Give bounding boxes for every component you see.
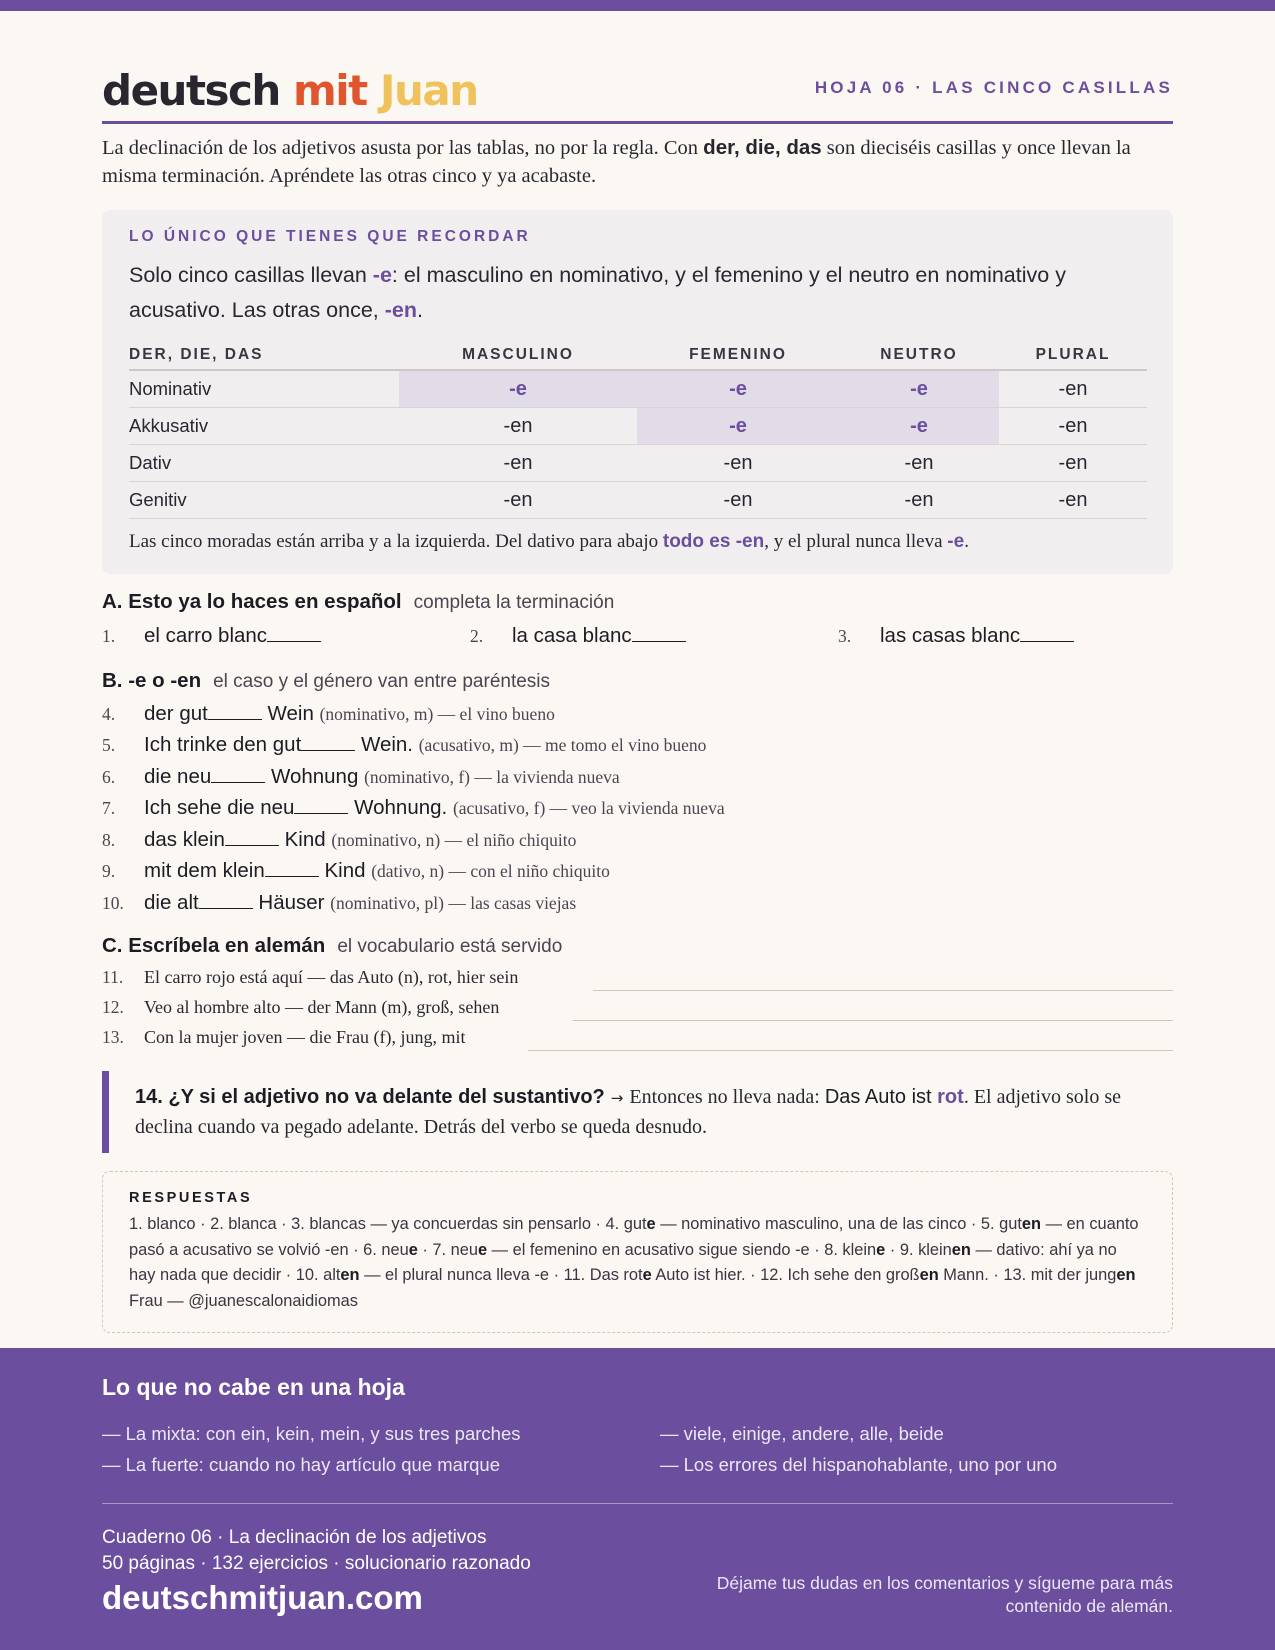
section-a-subtitle: completa la terminación xyxy=(413,592,615,613)
footer-banner xyxy=(0,1348,1275,1650)
header-plural: PLURAL xyxy=(1035,345,1111,363)
exercise-prompt: El carro rojo está aquí — das Auto (n), rot, hier sein xyxy=(144,967,536,987)
ending-cell: -e xyxy=(399,371,637,407)
exercise-number: 1. xyxy=(102,626,116,646)
exercise-item-5 xyxy=(102,733,706,757)
exercise-noun: Häuser xyxy=(258,891,325,914)
exercise-number: 10. xyxy=(102,893,124,913)
answer-text: — en cuanto pasó a acusativo se volvió -en · 6. neu xyxy=(129,1215,1139,1259)
exercise-item-9 xyxy=(102,859,610,883)
answers-title: RESPUESTAS xyxy=(129,1190,253,1206)
ending-cell: -e xyxy=(839,371,999,407)
exercise-noun: Wein. xyxy=(360,733,413,756)
table-row-dativ xyxy=(129,445,1147,482)
brand-logo xyxy=(102,66,478,115)
exercise-noun: Kind xyxy=(284,828,326,851)
footer-topic-item: — Los errores del hispanohablante, uno por uno xyxy=(660,1454,1057,1475)
rule-text-1: Solo cinco casillas llevan xyxy=(129,263,373,287)
card-kicker: LO ÚNICO QUE TIENES QUE RECORDAR xyxy=(129,228,531,245)
exercise-text: das klein xyxy=(144,828,225,851)
callout-example: Das Auto ist xyxy=(824,1086,938,1108)
page-header xyxy=(102,62,1173,124)
exercise-text: el carro blanc xyxy=(144,624,268,647)
logo-word-juan: Juan xyxy=(379,66,478,115)
exercise-item-3 xyxy=(838,624,1074,648)
case-label: Nominativ xyxy=(129,378,212,399)
exercise-number: 11. xyxy=(102,967,124,987)
exercise-noun: Wohnung. xyxy=(354,796,448,819)
rule-ending-en: -en xyxy=(384,298,418,322)
exercise-number: 9. xyxy=(102,861,116,881)
answer-text: Auto ist hier. · 12. Ich sehe den groß xyxy=(651,1266,920,1284)
declension-table xyxy=(129,340,1147,519)
answer-blank[interactable] xyxy=(208,702,262,720)
exercise-text: Ich trinke den gut xyxy=(144,733,302,756)
answer-ending: en xyxy=(1021,1215,1042,1233)
exercise-number: 2. xyxy=(470,626,484,646)
answer-ending: en xyxy=(1116,1266,1136,1284)
table-row-akkusativ xyxy=(129,408,1147,445)
rule-ending-e: -e xyxy=(372,263,392,287)
arrow-right-icon: → xyxy=(610,1089,624,1107)
exercise-item-11 xyxy=(102,967,1173,995)
exercise-text: die alt xyxy=(144,891,199,914)
exercise-item-7 xyxy=(102,796,725,820)
header-femenino: FEMENINO xyxy=(689,345,787,363)
exercise-number: 8. xyxy=(102,830,116,850)
answer-text: Mann. · 13. mit der jung xyxy=(938,1266,1117,1284)
answer-blank[interactable] xyxy=(267,624,321,642)
exercise-text: las casas blanc xyxy=(880,624,1021,647)
exercise-item-8 xyxy=(102,828,576,852)
footer-topic-item: — La mixta: con ein, kein, mein, y sus tres parches xyxy=(102,1423,521,1444)
answer-line[interactable] xyxy=(593,990,1173,991)
exercise-noun: Wein xyxy=(267,702,314,725)
ending-cell: -en xyxy=(1058,451,1088,474)
section-c-subtitle: el vocabulario está servido xyxy=(337,936,563,957)
exercise-number: 5. xyxy=(102,735,116,755)
section-b-title: B. -e o -en xyxy=(102,669,202,692)
exercise-gloss: (nominativo, m) — el vino bueno xyxy=(319,704,555,724)
footer-title: Lo que no cabe en una hoja xyxy=(102,1374,405,1400)
note-highlight-2: -e xyxy=(947,531,965,552)
intro-text-end: son dieciséis casillas y once llevan la misma terminación. Apréndete las otras cinco y ya acabaste. xyxy=(102,137,1131,187)
exercise-text: la casa blanc xyxy=(512,624,632,647)
ending-cell: -en xyxy=(1058,377,1088,400)
answer-text: · 7. neu xyxy=(417,1240,478,1259)
exercise-noun: Wohnung xyxy=(270,765,359,788)
answer-ending: e xyxy=(646,1215,656,1233)
rule-text-2: : el masculino en nominativo, y el femenino y el neutro en nominativo y acusativo. Las otras once, xyxy=(129,263,1066,322)
case-label: Genitiv xyxy=(129,489,187,510)
exercise-item-13 xyxy=(102,1027,1173,1055)
answer-text: — dativo: ahí ya no hay nada que decidir · 10. alt xyxy=(129,1240,1117,1284)
answer-blank[interactable] xyxy=(1020,624,1074,642)
exercise-number: 6. xyxy=(102,767,116,787)
exercise-prompt: Con la mujer joven — die Frau (f), jung, mit xyxy=(144,1027,483,1047)
exercise-prompt: Veo al hombre alto — der Mann (m), groß, sehen xyxy=(144,997,517,1017)
exercise-item-10 xyxy=(102,891,576,915)
answer-text: — el femenino en acusativo sigue siendo -e · 8. klein xyxy=(487,1240,877,1259)
rule-text-3: . xyxy=(417,298,423,322)
header-articles: DER, DIE, DAS xyxy=(129,345,264,363)
callout-text-1: Entonces no lleva nada: xyxy=(629,1086,825,1108)
callout-text-2: . El adjetivo solo se declina cuando va pegado adelante. Detrás del verbo se queda desnudo. xyxy=(135,1086,1122,1138)
footer-divider xyxy=(102,1503,1173,1504)
book-info xyxy=(102,1525,531,1577)
note-highlight-1: todo es -en xyxy=(662,531,765,552)
exercise-item-12 xyxy=(102,997,1173,1025)
answer-ending: en xyxy=(951,1240,971,1259)
ending-cell: -en xyxy=(904,488,934,511)
ending-cell: -en xyxy=(904,451,934,474)
answer-blank[interactable] xyxy=(301,733,355,751)
sheet-label: HOJA 06 · LAS CINCO CASILLAS xyxy=(814,78,1173,97)
case-label: Akkusativ xyxy=(129,415,209,436)
table-row-genitiv xyxy=(129,482,1147,519)
answer-text: — nominativo masculino, una de las cinco · 5. gut xyxy=(655,1215,1022,1233)
ending-cell: -e xyxy=(637,371,839,407)
ending-cell: -en xyxy=(503,488,533,511)
footer-topic-item: — La fuerte: cuando no hay artículo que marque xyxy=(102,1454,501,1475)
answer-ending: en xyxy=(919,1266,939,1284)
exercise-gloss: (nominativo, n) — el niño chiquito xyxy=(331,830,577,850)
section-a-heading xyxy=(102,590,614,614)
exercise-number: 12. xyxy=(102,997,124,1017)
website-link[interactable]: deutschmitjuan.com xyxy=(102,1579,423,1616)
answer-text: · 9. klein xyxy=(885,1240,952,1259)
header-neutro: NEUTRO xyxy=(880,345,958,363)
intro-articles: der, die, das xyxy=(703,136,822,159)
question-callout xyxy=(102,1071,1173,1153)
answer-ending: e xyxy=(876,1240,886,1259)
rule-statement xyxy=(129,258,1149,328)
answer-text: 1. blanco · 2. blanca · 3. blancas — ya concuerdas sin pensarlo · 4. gut xyxy=(129,1215,647,1233)
exercise-item-4 xyxy=(102,702,555,726)
answer-blank[interactable] xyxy=(294,796,348,814)
answer-line[interactable] xyxy=(528,1050,1173,1051)
intro-paragraph xyxy=(102,134,1173,190)
section-c-heading xyxy=(102,934,562,958)
exercise-gloss: (acusativo, f) — veo la vivienda nueva xyxy=(452,798,725,818)
exercise-number: 7. xyxy=(102,798,116,818)
exercise-gloss: (acusativo, m) — me tomo el vino bueno xyxy=(418,735,707,755)
section-c-title: C. Escríbela en alemán xyxy=(102,934,326,957)
exercise-text: mit dem klein xyxy=(144,859,265,882)
ending-cell: -en xyxy=(723,451,753,474)
answers-box xyxy=(102,1171,1173,1333)
answer-ending: e xyxy=(642,1266,652,1284)
logo-word-deutsch: deutsch xyxy=(102,66,280,115)
exercise-number: 4. xyxy=(102,704,116,724)
ending-cell: -en xyxy=(723,488,753,511)
ending-cell: -en xyxy=(503,414,533,437)
exercise-item-2 xyxy=(470,624,686,648)
table-header-row xyxy=(129,340,1147,371)
callout-example-word: rot xyxy=(937,1086,964,1108)
exercise-noun: Kind xyxy=(324,859,366,882)
answer-text: Frau — @juanescalonaidiomas xyxy=(129,1291,358,1310)
header-masculino: MASCULINO xyxy=(462,345,574,363)
note-text-1: Las cinco moradas están arriba y a la izquierda. Del dativo para abajo xyxy=(129,531,663,552)
ending-cell: -en xyxy=(1058,414,1088,437)
table-note xyxy=(129,531,969,553)
exercise-item-6 xyxy=(102,765,620,789)
exercise-gloss: (nominativo, f) — la vivienda nueva xyxy=(364,767,620,787)
exercise-text: der gut xyxy=(144,702,208,725)
book-details: 50 páginas · 132 ejercicios · solucionario razonado xyxy=(102,1553,531,1574)
top-accent-bar xyxy=(0,0,1275,11)
exercise-number: 13. xyxy=(102,1027,124,1047)
answer-blank[interactable] xyxy=(211,765,265,783)
answer-text: — el plural nunca lleva -e · 11. Das rot xyxy=(359,1266,643,1284)
answer-ending: en xyxy=(340,1266,360,1284)
intro-text: La declinación de los adjetivos asusta por las tablas, no por la regla. Con xyxy=(102,137,704,159)
section-b-subtitle: el caso y el género van entre paréntesis xyxy=(213,671,551,692)
rule-card xyxy=(102,210,1173,574)
footer-cta: Déjame tus dudas en los comentarios y sígueme para más contenido de alemán. xyxy=(716,1573,1173,1616)
exercise-text: Ich sehe die neu xyxy=(144,796,295,819)
logo-word-mit: mit xyxy=(292,66,367,115)
answer-blank[interactable] xyxy=(265,859,319,877)
section-b-heading xyxy=(102,669,550,693)
case-label: Dativ xyxy=(129,452,172,473)
ending-cell: -en xyxy=(503,451,533,474)
exercise-gloss: (dativo, n) — con el niño chiquito xyxy=(371,861,610,881)
answer-ending: e xyxy=(477,1240,488,1259)
callout-question: 14. ¿Y si el adjetivo no va delante del sustantivo? xyxy=(135,1086,605,1108)
answer-blank[interactable] xyxy=(225,828,279,846)
note-text-2: , y el plural nunca lleva xyxy=(764,531,948,552)
table-row-nominativ xyxy=(129,371,1147,408)
answer-blank[interactable] xyxy=(632,624,686,642)
exercise-gloss: (nominativo, pl) — las casas viejas xyxy=(330,893,577,913)
ending-cell: -en xyxy=(1058,488,1088,511)
footer-topic-item: — viele, einige, andere, alle, beide xyxy=(660,1423,944,1444)
exercise-item-1 xyxy=(102,624,321,648)
book-title: Cuaderno 06 · La declinación de los adjetivos xyxy=(102,1527,487,1548)
section-a-title: A. Esto ya lo haces en español xyxy=(102,590,402,613)
answer-line[interactable] xyxy=(573,1020,1173,1021)
ending-cell: -e xyxy=(839,408,999,444)
exercise-text: die neu xyxy=(144,765,212,788)
note-text-3: . xyxy=(964,531,969,552)
answer-blank[interactable] xyxy=(199,891,253,909)
exercise-number: 3. xyxy=(838,626,852,646)
answer-ending: e xyxy=(408,1240,418,1259)
answers-body xyxy=(129,1212,1146,1314)
ending-cell: -e xyxy=(637,408,839,444)
